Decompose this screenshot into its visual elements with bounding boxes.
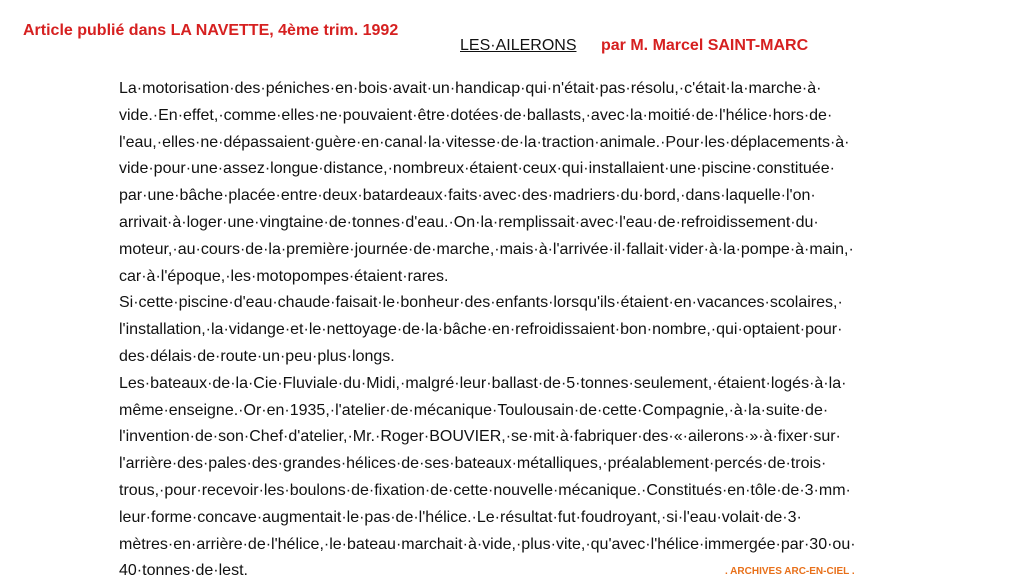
text-line: mètres·en·arrière·de·l'hélice,·le·bateau·marchait·à·vide,·plus·vite,·qu'avec·l'hélice·immergée·par·30·ou· [119,535,856,553]
text-line: leur·forme·concave·augmentait·le·pas·de·l'hélice.·Le·résultat·fut·foudroyant,·si·l'eau·volait·de·3· [119,508,802,526]
text-line: Si·cette·piscine·d'eau·chaude·faisait·le·bonheur·des·enfants·lorsqu'ils·étaient·en·vacances·scolaires,· [119,294,843,312]
text-line: 40·tonnes·de·lest. [119,562,248,580]
text-line: des·délais·de·route·un·peu·plus·longs. [119,347,395,365]
text-line: l'invention·de·son·Chef·d'atelier,·Mr.·Roger·BOUVIER,·se·mit·à·fabriquer·des·«·ailerons·»·à·fixer·sur· [119,428,841,446]
article-author: par M. Marcel SAINT-MARC [601,37,809,54]
text-line: vide.·En·effet,·comme·elles·ne·pouvaient·être·dotées·de·ballasts,·avec·la·moitié·de·l'hélice·hors·de· [119,106,833,124]
article-title: LES·AILERONS [460,37,577,54]
text-line: l'eau,·elles·ne·dépassaient·guère·en·canal·la·vitesse·de·la·traction·animale.·Pour·les·déplacements·à· [119,133,850,151]
text-line: La·motorisation·des·péniches·en·bois·avait·un·handicap·qui·n'était·pas·résolu,·c'était·la·marche·à· [119,80,822,97]
text-line: par·une·bâche·placée·entre·deux·batardeaux·faits·avec·des·madriers·du·bord,·dans·laquelle·l'on· [119,187,816,205]
text-line: vide·pour·une·assez·longue·distance,·nombreux·étaient·ceux·qui·installaient·une·piscine·constituée· [119,160,835,178]
text-line: moteur,·au·cours·de·la·première·journée·de·marche,·mais·à·l'arrivée·il·fallait·vider·à·la·pompe·à·main,· [119,240,854,258]
article-body [119,76,919,585]
text-line: l'arrière·des·pales·des·grandes·hélices·de·ses·bateaux·métalliques,·préalablement·percés·de·trois· [119,455,827,473]
text-line: Les·bateaux·de·la·Cie·Fluviale·du·Midi,·malgré·leur·ballast·de·5·tonnes·seulement,·étaient·logés·à·la· [119,374,847,392]
text-line: même·enseigne.·Or·en·1935,·l'atelier·de·mécanique·Toulousain·de·cette·Compagnie,·à·la·suite·de· [119,401,829,419]
text-line: arrivait·à·loger·une·vingtaine·de·tonnes·d'eau.·On·la·remplissait·avec·l'eau·de·refroidissement·du· [119,213,819,231]
archive-watermark: . ARCHIVES ARC-EN-CIEL . [725,566,855,577]
text-line: trous,·pour·recevoir·les·boulons·de·fixation·de·cette·nouvelle·mécanique.·Constitués·en·tôle·de·3·mm· [119,481,851,499]
text-line: l'installation,·la·vidange·et·le·nettoyage·de·la·bâche·en·refroidissaient·bon·nombre,·qui·optaient·pour· [119,321,843,339]
text-line: car·à·l'époque,·les·motopompes·étaient·rares. [119,267,449,285]
article-source: Article publié dans LA NAVETTE, 4ème trim. 1992 [23,22,399,39]
